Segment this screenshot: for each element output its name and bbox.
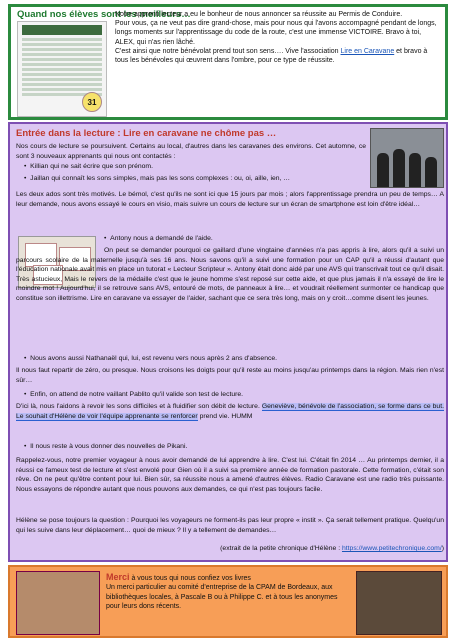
ados-paragraph: Les deux ados sont très motivés. Le bémol, c'est qu'ils ne sont ici que 15 jours par mois ; alors l'apprentissage prendra un peu de temps… A leur demande, nous avons essayé le cours en visio, mais suivre un cours de lecture sur un écran de smartphone est loin d'être idéal…: [16, 191, 444, 208]
merci-word: Merci: [106, 572, 130, 582]
chronique-link[interactable]: https://www.petitechronique.com/: [341, 545, 442, 552]
association-link[interactable]: Lire en Caravane: [340, 47, 395, 55]
success-section: [8, 4, 448, 120]
reading-section: [8, 122, 448, 562]
nathanael-paragraph: Il nous faut repartir de zéro, ou presque. Nous croisons les doigts pour qu'il reste au moins jusqu'au printemps dans la région. Mais rien n'est sûr…: [16, 367, 444, 384]
pablito-paragraph: D'ici là, nous l'aidons à revoir les sons difficiles et à fluidifier son débit de lecture. Geneviève, bénévole de l'association, se forme dans ce but. Le souhait d'Hélène de voir l'équipe apprenante se renforcer prend vie. HUMM: [16, 403, 444, 420]
success-section-title: Quand nos élèves sont les meilleurs…: [17, 9, 191, 20]
antony-paragraph: On peut se demander pourquoi ce gaillard d'une vingtaine d'années n'a pas appris à lire, alors qu'il a suivi un parcours scolaire de la maternelle jusqu'à ses 16 ans. Nous savons qu'il a suivi une formation pour un CAP qu'il a réussi d'autant que l'éducation nationale avait mis en place un tutorat « Lecteur Scripteur ». Antony était donc aidé par une AVS qui transcrivait tout ce qu'il disait. Très astucieux, Mais le revers de la médaille c'est que le jeune homme s'est reposé sur cette aide, et que plus jamais il n'a essayé de lire le moindre mot ! Aujourd'hui, il se retrouve sans AVS, entouré de mots, de panneaux à lire… et voudrait réellement surmonter ce handicap que constitue son illettrisme. Lire en caravane va essayer de l'aider, sachant que ce sera très long, mais on y croit…comme disent les jeunes.: [16, 247, 444, 302]
helene-paragraph: Hélène se pose toujours la question : Pourquoi les voyageurs ne forment-ils pas leur propre « instit ». Ça serait tellement pratique. Quelqu'un qui les suive dans leur déplacement… quoi de mieux ? Il y a tellement de demandes…: [16, 517, 444, 534]
reading-section-title: Entrée dans la lecture : Lire en caravane ne chôme pas …: [16, 128, 277, 139]
success-section-text: [115, 10, 441, 65]
success-paragraph-3: C'est ainsi que notre bénévolat prend tout son sens…. Vive l'association Lire en Caravane et bravo à tous les bénévoles qui œuvrent dans l'ombre, pour ce type de réussite.: [115, 47, 428, 65]
pikani-paragraph: Rappelez-vous, notre premier voyageur à nous avoir demandé de lui apprendre à lire. C'est lui. C'était fin 2014 … Au printemps dernier, il a réussi ce fameux test de lecture et s'est envolé pour Gien où il a suivi sa première année de formation pastorale. Cette formation, c'était son rêve. On ne peut qu'être content pour lui. Bien sûr, sa réussite nous a amené d'autres élèves. Radio Caravane est une radio très puissante. Nous essayons de répondre autant que nous pouvons aux demandes, ce qui n'est pas toujours facile.: [16, 457, 444, 493]
extract-credit: (extrait de la petite chronique d'Hélène : https://www.petitechronique.com/): [220, 545, 444, 552]
bullet-pikani: • Il nous reste à vous donner des nouvelles de Pikani.: [24, 443, 188, 450]
thanks-line-1: Merci à vous tous qui nous confiez vos livres: [106, 572, 251, 582]
thanks-section: [8, 565, 448, 638]
books-photo-left: [16, 571, 100, 635]
success-paragraph-1: Notre apprenti lecteur a eu le bonheur de nous annoncer sa réussite au Permis de Conduire.: [115, 11, 403, 18]
highlighted-text[interactable]: Geneviève, bénévole de l'association, se forme dans ce but. Le souhait d'Hélène de voir l'équipe apprenante se renforcer: [16, 403, 444, 420]
success-paragraph-2: Pour vous, ça ne veut pas dire grand-chose, mais pour nous qui l'avons accompagné pendant de longs, longs moments sur l'apprentissage du code de la route, c'est une immense VICTOIRE. Bravo à toi, ALEX, qui n'as rien lâché.: [115, 20, 437, 46]
books-photo-right: [356, 571, 442, 635]
intro-paragraph: Nos cours de lecture se poursuivent. Certains au local, d'autres dans les caravanes des environs. Cet automne, ce sont 3 nouveaux apprenants qui nous ont contactés :: [16, 143, 366, 160]
bullet-killian: • Killian qui ne sait écrire que son prénom.: [24, 163, 153, 170]
thanks-line-2: Un merci particulier au comité d'entreprise de la CPAM de Bordeaux, aux bibliothèques locales, à Pascale B ou à Philippe C. et à tous les anonymes pour leurs dons récents.: [106, 584, 338, 611]
bullet-jaillan: • Jaillan qui connaît les sons simples, mais pas les sons complexes : ou, oi, aille, ien, …: [24, 175, 291, 182]
bullet-nathanael: • Nous avons aussi Nathanaël qui, lui, est revenu vers nous après 2 ans d'absence.: [24, 355, 278, 362]
thanks-text: [106, 573, 352, 612]
group-photo: [370, 128, 444, 188]
results-document-image: [17, 21, 107, 117]
bullet-pablito: • Enfin, on attend de notre vaillant Pablito qu'il valide son test de lecture.: [24, 391, 244, 398]
bullet-antony: • Antony nous a demandé de l'aide.: [104, 235, 213, 242]
score-badge: 31: [82, 92, 102, 112]
